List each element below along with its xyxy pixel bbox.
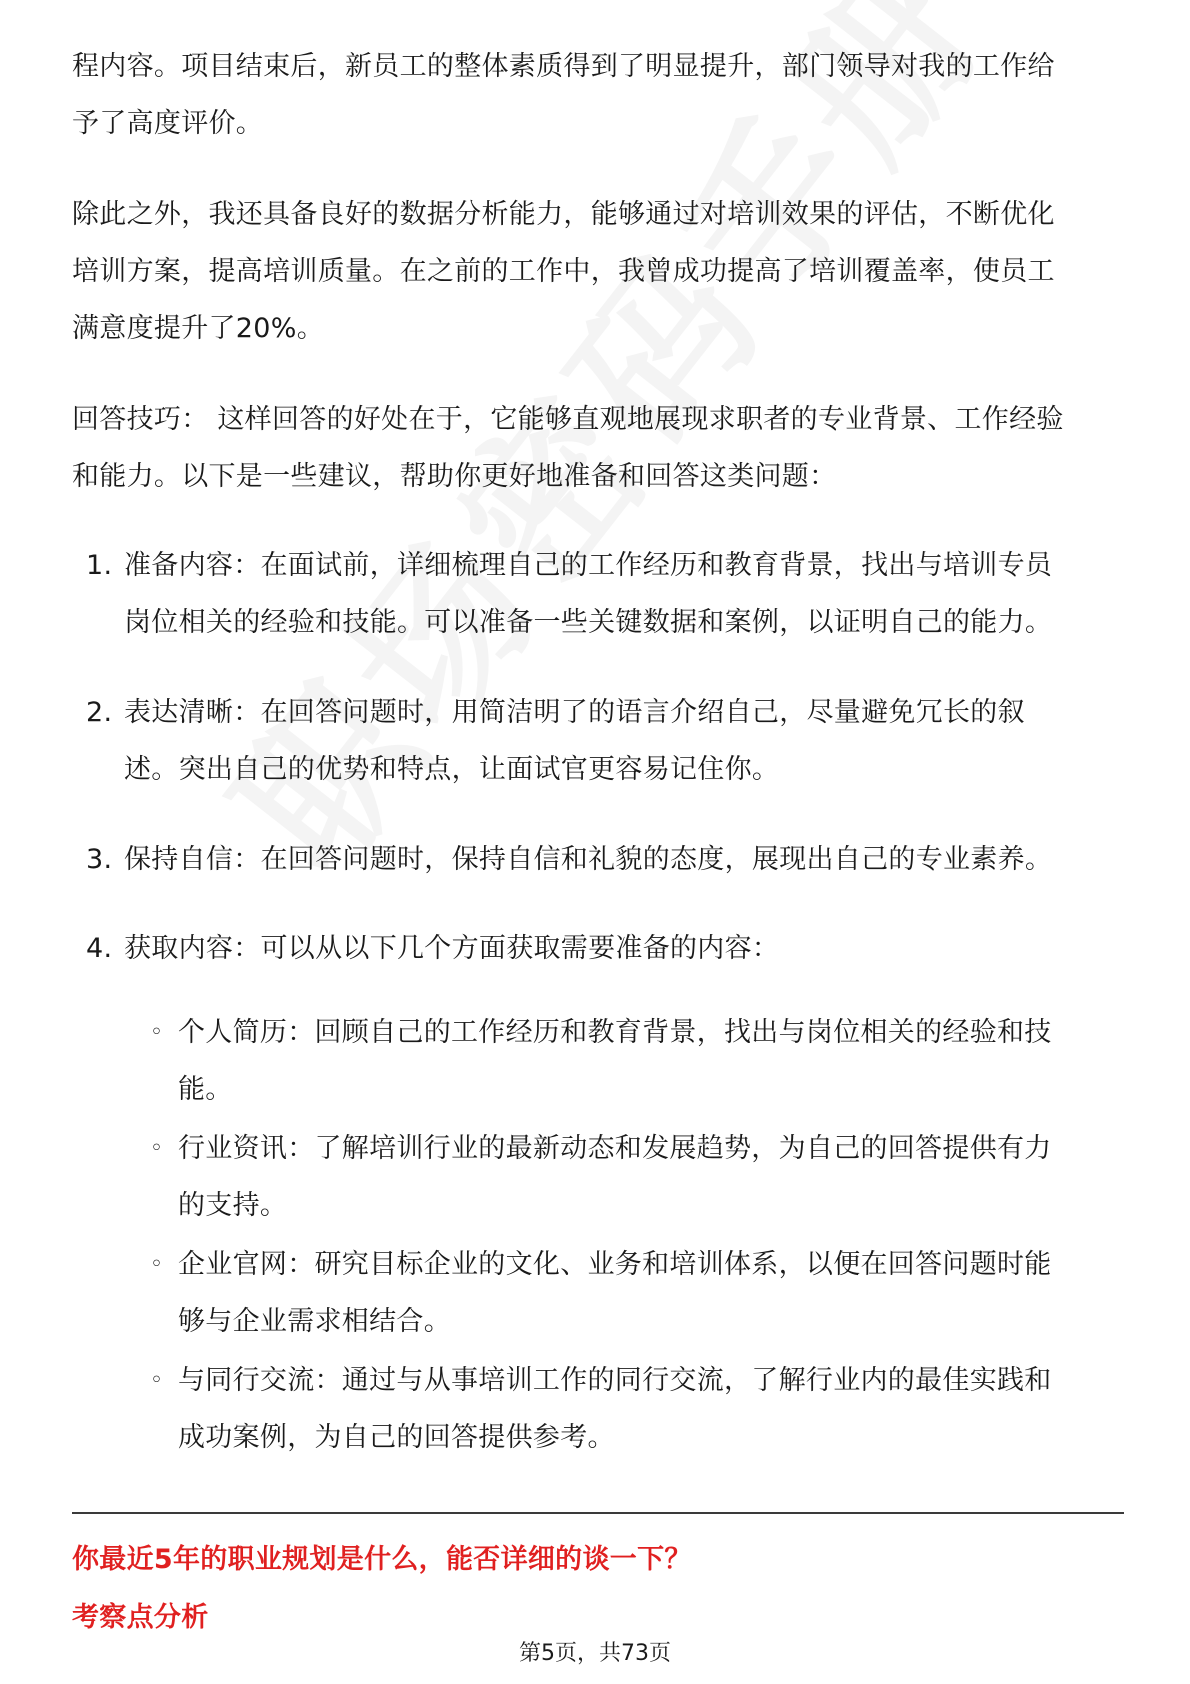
analysis-subheading: 考察点分析 bbox=[72, 1602, 209, 1633]
tip-item-1 bbox=[86, 537, 1116, 651]
source-line: 个人简历：回顾自己的工作经历和教育背景，找出与岗位相关的经验和技 bbox=[178, 1017, 1052, 1048]
paragraph-line: 和能力。以下是一些建议，帮助你更好地准备和回答这类问题： bbox=[72, 461, 837, 492]
source-line: 够与企业需求相结合。 bbox=[178, 1306, 451, 1337]
source-line: 成功案例，为自己的回答提供参考。 bbox=[178, 1422, 615, 1453]
page-number: 第5页，共73页 bbox=[519, 1641, 671, 1666]
tip-number: 1. bbox=[86, 550, 113, 581]
paragraph-answer-tips bbox=[72, 391, 1124, 505]
circle-bullet-icon: ◦ bbox=[150, 1136, 164, 1161]
tip-item-4 bbox=[86, 920, 1116, 977]
circle-bullet-icon: ◦ bbox=[150, 1020, 164, 1045]
paragraph-line: 培训方案，提高培训质量。在之前的工作中，我曾成功提高了培训覆盖率，使员工 bbox=[72, 256, 1055, 287]
paragraph-line: 予了高度评价。 bbox=[72, 108, 264, 139]
tip-item-2 bbox=[86, 684, 1116, 798]
source-line: 能。 bbox=[178, 1074, 233, 1105]
source-item-industry-news bbox=[150, 1120, 1110, 1234]
circle-bullet-icon: ◦ bbox=[150, 1252, 164, 1277]
paragraph-line: 回答技巧： 这样回答的好处在于，它能够直观地展现求职者的专业背景、工作经验 bbox=[72, 404, 1064, 435]
source-line: 企业官网：研究目标企业的文化、业务和培训体系，以便在回答问题时能 bbox=[178, 1249, 1052, 1280]
section-divider bbox=[72, 1512, 1124, 1514]
source-item-company-site bbox=[150, 1236, 1110, 1350]
source-item-peer-exchange bbox=[150, 1352, 1110, 1466]
paragraph-line: 满意度提升了20%。 bbox=[72, 313, 325, 344]
paragraph-line: 程内容。项目结束后，新员工的整体素质得到了明显提升，部门领导对我的工作给 bbox=[72, 51, 1055, 82]
paragraph-data-analysis bbox=[72, 186, 1124, 357]
paragraph-line: 除此之外，我还具备良好的数据分析能力，能够通过对培训效果的评估，不断优化 bbox=[72, 199, 1055, 230]
tip-line: 准备内容：在面试前，详细梳理自己的工作经历和教育背景，找出与培训专员 bbox=[124, 550, 1053, 581]
tip-line: 述。突出自己的优势和特点，让面试官更容易记住你。 bbox=[124, 754, 780, 785]
circle-bullet-icon: ◦ bbox=[150, 1368, 164, 1393]
tip-line: 岗位相关的经验和技能。可以准备一些关键数据和案例，以证明自己的能力。 bbox=[124, 607, 1053, 638]
tip-line: 获取内容：可以从以下几个方面获取需要准备的内容： bbox=[124, 933, 780, 964]
tip-item-3 bbox=[86, 831, 1116, 888]
source-line: 的支持。 bbox=[178, 1190, 288, 1221]
tip-line: 保持自信：在回答问题时，保持自信和礼貌的态度，展现出自己的专业素养。 bbox=[124, 844, 1053, 875]
paragraph-project-result bbox=[72, 38, 1124, 152]
tip-number: 3. bbox=[86, 844, 113, 875]
tip-number: 4. bbox=[86, 933, 113, 964]
tip-number: 2. bbox=[86, 697, 113, 728]
source-line: 与同行交流：通过与从事培训工作的同行交流，了解行业内的最佳实践和 bbox=[178, 1365, 1052, 1396]
tip-line: 表达清晰：在回答问题时，用简洁明了的语言介绍自己，尽量避免冗长的叙 bbox=[124, 697, 1025, 728]
source-line: 行业资讯：了解培训行业的最新动态和发展趋势，为自己的回答提供有力 bbox=[178, 1133, 1052, 1164]
next-question-heading: 你最近5年的职业规划是什么，能否详细的谈一下？ bbox=[72, 1544, 692, 1575]
source-item-resume bbox=[150, 1004, 1110, 1118]
